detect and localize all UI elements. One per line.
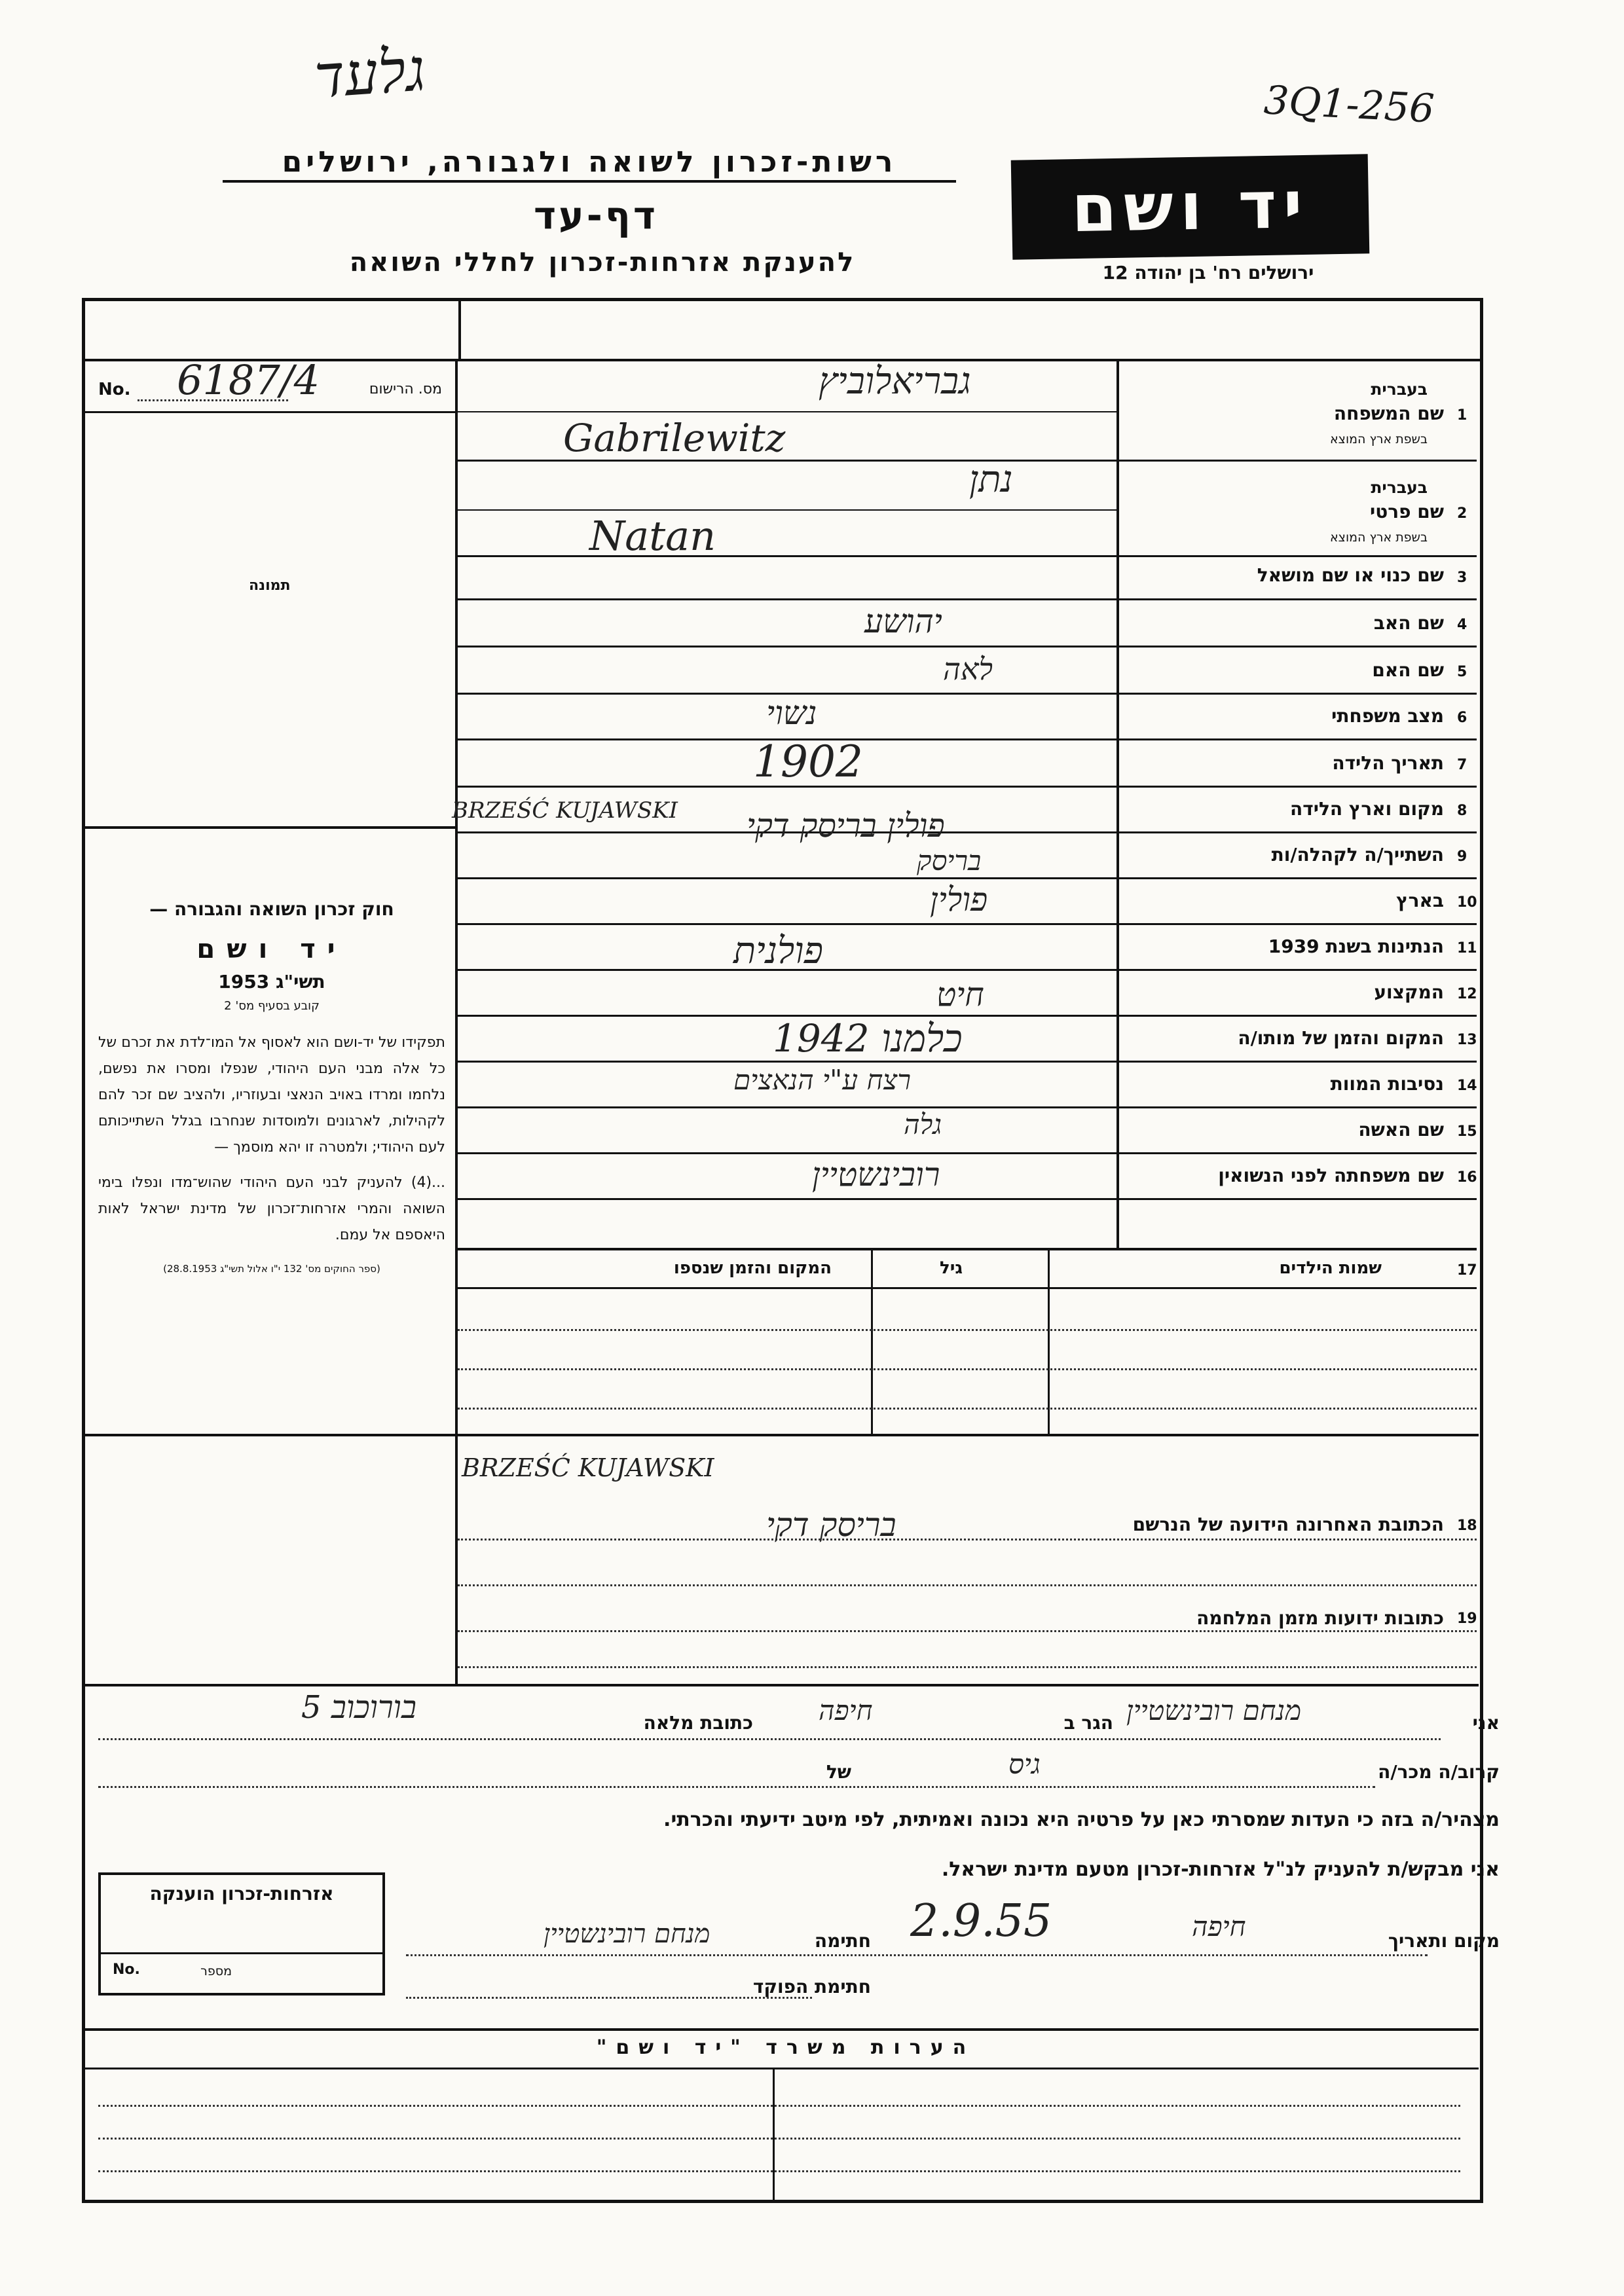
relation-value: גיס [1008, 1748, 1041, 1780]
form-subtitle: להענקת אזרחות-זכרון לחללי השואה [349, 247, 856, 278]
field-18-label: הכתובת האחרונה הידועה של הנרשם [1132, 1514, 1444, 1535]
field-12-label: המקצוע [1374, 981, 1444, 1003]
field-16-value: רובינשטיין [812, 1156, 940, 1194]
field-12-number: 12 [1457, 986, 1477, 1002]
declaration-place: חיפה [1192, 1910, 1246, 1942]
field-6-label: מצב משפחתי [1331, 705, 1444, 727]
field-16-number: 16 [1457, 1169, 1477, 1186]
relation-of-label: של [826, 1761, 851, 1783]
field-16-label: שם משפחתה לפני הנשואין [1218, 1165, 1444, 1186]
field-13-value: כלמנו 1942 [773, 1016, 963, 1061]
field-2-number: 2 [1457, 505, 1467, 522]
field-6-value: נשוי [766, 694, 817, 732]
field-1-hebrew-sub: בעברית [1371, 380, 1428, 399]
field-10-value: פולין [930, 881, 988, 919]
field-14-number: 14 [1457, 1078, 1477, 1094]
citizenship-number-label: מספר [200, 1964, 232, 1978]
declarant-city: חיפה [819, 1694, 873, 1726]
law-logo: יד ושם [196, 934, 347, 964]
field-13-label: המקום והזמן של מותו/ה [1238, 1027, 1444, 1049]
field-1-value-hebrew: גבריאלוביץ [819, 360, 971, 403]
field-4-value: יהושע [864, 602, 942, 640]
law-excerpt [98, 898, 445, 1435]
law-footnote: (ספר החוקים מס' 132 י"ו אלול תשי"ג 28.8.1953) [163, 1263, 380, 1275]
field-14-label: נסיבות המוות [1330, 1073, 1444, 1095]
children-age-header: גיל [939, 1258, 963, 1278]
officer-signature-label: חתימת הפוקד [752, 1976, 871, 1997]
law-paragraph-1: תפקידו של יד-ושם הוא לאסוף אל המו־לדת את זכרם של כל אלה מבני העם היהודי, שנפלו ומסרו את נפשם, נלחמו ומרדו באויב הנאצי ובעוזריו, ולהציב שם זכר להם לקהילות, לארגונים ולמוסדות שנחרבו בגלל השתייכותם לעם היהודי; ולמטרה זו יהא מוסמך — [98, 1034, 445, 1156]
address-line: ירושלים רח' בן יהודה 12 [1102, 262, 1314, 283]
citizenship-granted-box [98, 1872, 385, 1995]
field-13-number: 13 [1457, 1032, 1477, 1048]
field-7-number: 7 [1457, 757, 1467, 773]
field-1-orig-sub: בשפת ארץ המוצא [1329, 432, 1428, 446]
field-15-value: גלה [904, 1108, 942, 1140]
field-12-value: חיט [936, 975, 984, 1013]
reg-number-label: מס. הרישום [369, 381, 442, 397]
field-11-label: הנתינות בשנת 1939 [1268, 936, 1444, 957]
declarant-address: בורוכוב 5 [301, 1689, 416, 1726]
field-6-number: 6 [1457, 710, 1467, 726]
relation-label: קרוב/ה מכר/ה [1378, 1761, 1500, 1783]
field-19-number: 19 [1457, 1611, 1477, 1627]
registration-number-box [85, 356, 455, 826]
field-1-number: 1 [1457, 407, 1467, 424]
law-year: תשי"ג 1953 [218, 971, 325, 993]
field-8-value: פולין בריסק דקי [747, 807, 945, 845]
law-clause: קובע בסעיף מס' 2 [224, 999, 320, 1013]
field-5-label: שם האם [1372, 659, 1444, 681]
field-14-value: רצח ע"י הנאצים [733, 1064, 911, 1096]
field-9-label: השתייך/ה לקהלה/ות [1271, 844, 1444, 866]
declaration-prefix: אני [1472, 1712, 1500, 1734]
field-15-label: שם האשה [1358, 1119, 1444, 1140]
field-17-number: 17 [1457, 1262, 1477, 1279]
declaration-statement-1: מצהיר/ה בזה כי העדות שמסרתי כאן על פרטיה היא נכונה ואמיתית, לפי מיטב ידיעתי והכרתי. [663, 1808, 1500, 1831]
field-11-number: 11 [1457, 940, 1477, 957]
citizenship-no-label: No. [113, 1961, 140, 1978]
field-15-number: 15 [1457, 1123, 1477, 1140]
field-7-label: תאריך הלידה [1332, 752, 1444, 774]
archive-number: 3Q1-256 [1263, 77, 1435, 132]
organization-line: רשות-זכרון לשואה ולגבורה, ירושלים [223, 145, 956, 183]
field-2-orig-sub: בשפת ארץ המוצא [1329, 530, 1428, 545]
signature-value: מנחם רובינשטיין [544, 1919, 710, 1949]
declaration-resides-label: הגר ב [1063, 1712, 1113, 1734]
field-4-number: 4 [1457, 617, 1467, 633]
field-8-number: 8 [1457, 803, 1467, 819]
field-3-label: שם כנוי או שם מושאל [1257, 564, 1444, 586]
place-date-label: מקום ותאריך [1388, 1930, 1500, 1952]
photo-label: תמונה [249, 577, 291, 594]
yad-vashem-logo [1011, 154, 1370, 259]
children-names-header: שמות הילדים [1279, 1258, 1382, 1278]
field-2-value-original: Natan [589, 512, 716, 560]
office-notes-title: הערות משרד "יד ושם" [596, 2036, 976, 2059]
handwritten-mark: גלעד [312, 35, 428, 112]
law-title: חוק זכרון השואה והגבורה — [149, 898, 394, 920]
declarant-name: מנחם רובינשטיין [1126, 1694, 1302, 1726]
reg-number-value: 6187/4 [177, 356, 320, 404]
field-1-value-original: Gabrilewitz [563, 416, 786, 460]
field-10-number: 10 [1457, 894, 1477, 911]
field-19-label: כתובות ידועות מזמן המלחמה [1196, 1607, 1444, 1629]
citizenship-box-title: אזרחות-זכרון הוענקה [149, 1883, 334, 1904]
declaration-statement-2: אני מבקש/ת להעניק לנ"ל אזרחות-זכרון מטעם מדינת ישראל. [941, 1858, 1500, 1881]
field-9-number: 9 [1457, 848, 1467, 865]
signature-label: חתימה [814, 1930, 871, 1952]
field-18-value: בריסק דקי [766, 1506, 896, 1544]
field-9-value: בריסק [917, 845, 982, 877]
form-title: דף-עד [533, 193, 659, 238]
logo-text: יד ושם [1071, 166, 1310, 247]
field-18-number: 18 [1457, 1518, 1477, 1534]
field-4-label: שם האב [1373, 612, 1444, 634]
field-11-value: פולנית [733, 930, 823, 972]
field-2-value-hebrew: נתן [969, 458, 1013, 501]
field-8-label: מקום וארץ הלידה [1290, 798, 1444, 820]
field-2-hebrew-sub: בעברית [1371, 478, 1428, 497]
law-paragraph-2: ...(4) להעניק לבני העם היהודי שהוש־מדו ונפלו בימי השואה והמרי אזרחות־זכרון של מדינת ישראל לאות היאספם אל עמם. [98, 1175, 445, 1243]
field-3-number: 3 [1457, 570, 1467, 586]
full-address-label: כתובת מלאה [643, 1712, 753, 1734]
field-18-value-latin: BRZEŚĆ KUJAWSKI [462, 1453, 714, 1482]
children-place-header: המקום והזמן שנספו [673, 1258, 832, 1278]
no-label: No. [98, 380, 131, 399]
field-1-label: שם המשפחה [1333, 403, 1444, 424]
field-5-number: 5 [1457, 664, 1467, 680]
field-8-value-latin: BRZEŚĆ KUJAWSKI [452, 797, 678, 824]
declaration-date: 2.9.55 [910, 1895, 1052, 1947]
field-2-label: שם פרטי [1369, 501, 1444, 522]
field-10-label: בארץ [1396, 890, 1444, 911]
field-7-value: 1902 [753, 737, 863, 787]
field-5-value: לאה [943, 651, 993, 687]
